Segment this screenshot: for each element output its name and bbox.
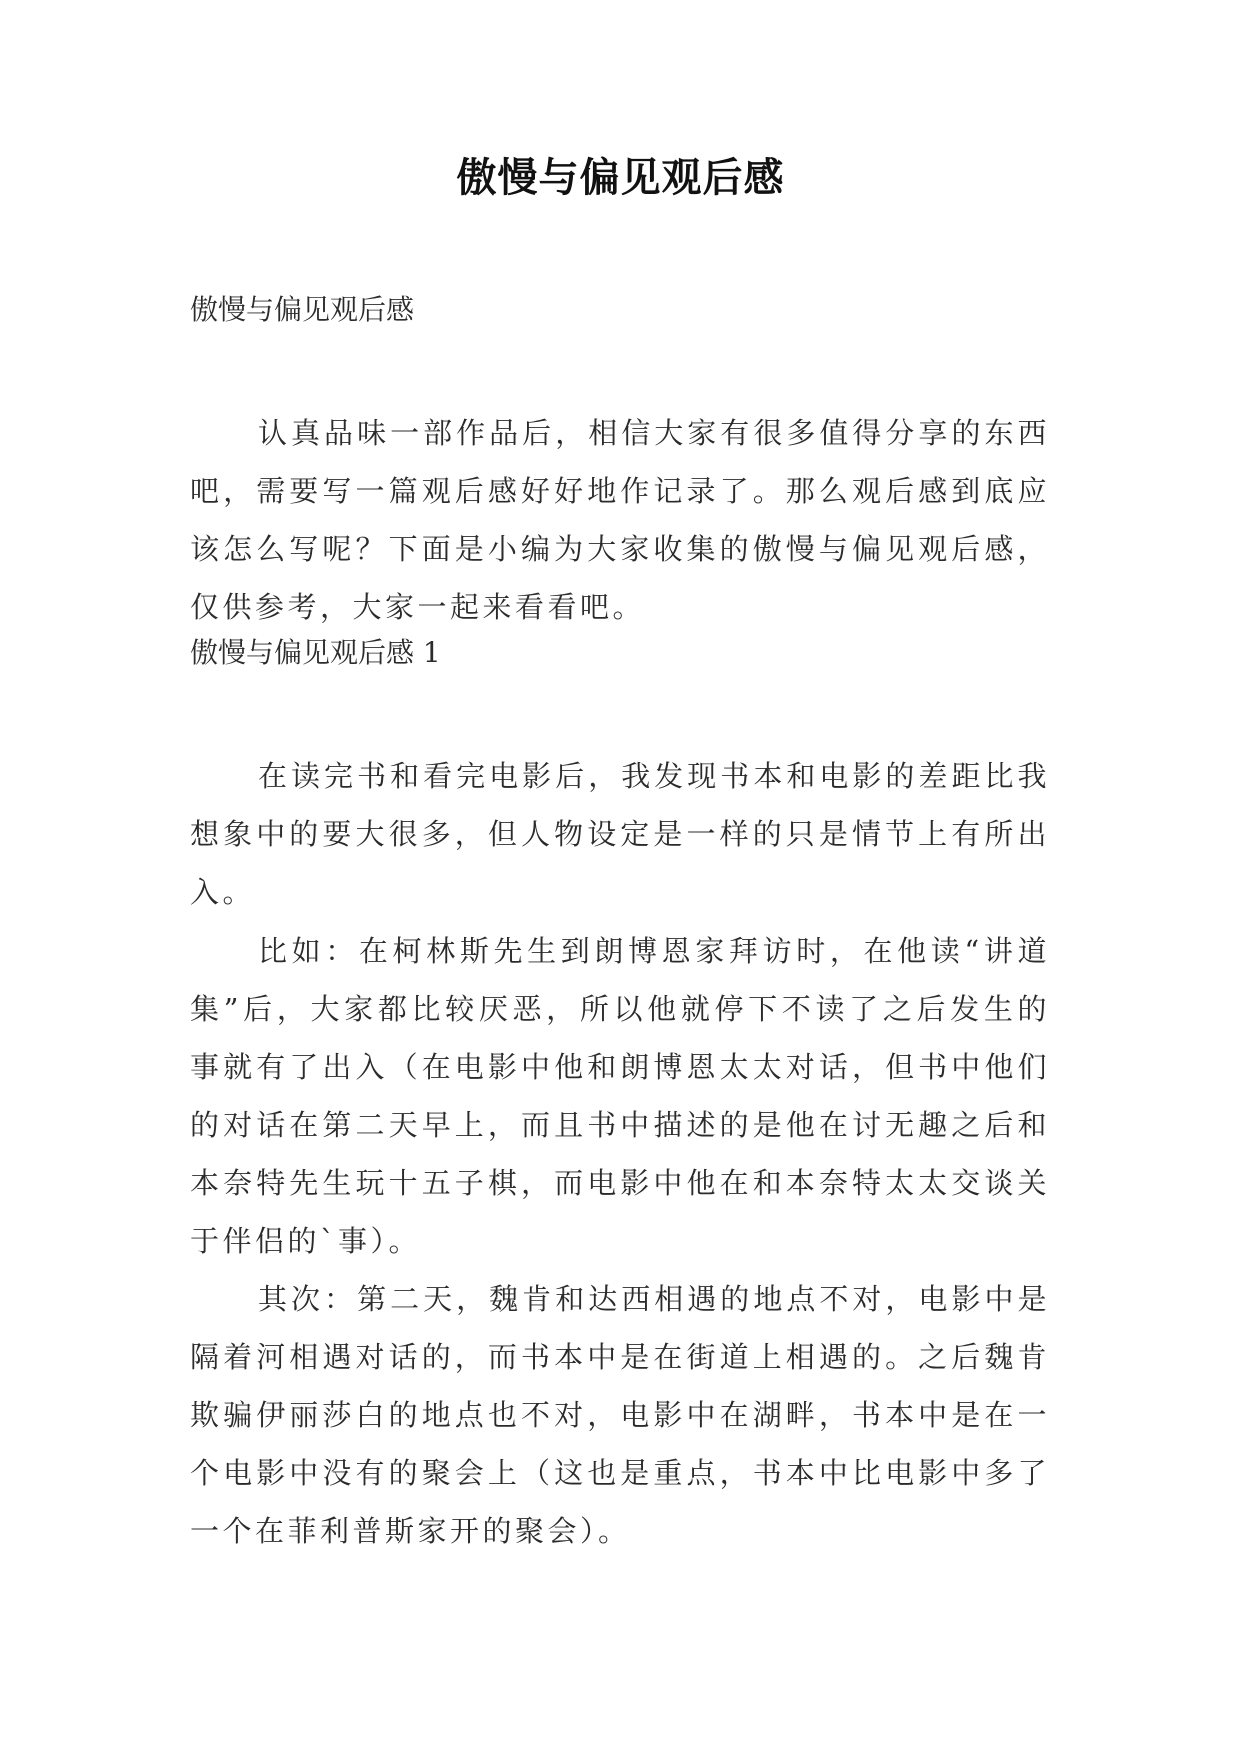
document-title: 傲慢与偏见观后感 bbox=[456, 155, 785, 201]
body-paragraph-3: 其次：第二天，魏肯和达西相遇的地点不对，电影中是隔着河相遇对话的，而书本中是在街道上相遇的。之后魏肯欺骗伊丽莎白的地点也不对，电影中在湖畔，书本中是在一个电影中没有的聚会上（这也是重点，书本中比电影中多了一个在菲利普斯家开的聚会）。 bbox=[190, 1282, 1050, 1548]
section-heading: 傲慢与偏见观后感 1 bbox=[190, 636, 441, 669]
body-paragraph-1: 在读完书和看完电影后，我发现书本和电影的差距比我想象中的要大很多，但人物设定是一样的只是情节上有所出入。 bbox=[190, 759, 1050, 909]
body-paragraph-2: 比如：在柯林斯先生到朗博恩家拜访时，在他读“讲道集”后，大家都比较厌恶，所以他就停下不读了之后发生的事就有了出入（在电影中他和朗博恩太太对话，但书中他们的对话在第二天早上，而且书中描述的是他在讨无趣之后和本奈特先生玩十五子棋，而电影中他在和本奈特太太交谈关于伴侣的`事）。 bbox=[190, 934, 1050, 1258]
intro-paragraph: 认真品味一部作品后，相信大家有很多值得分享的东西吧，需要写一篇观后感好好地作记录了。那么观后感到底应该怎么写呢？下面是小编为大家收集的傲慢与偏见观后感，仅供参考，大家一起来看看吧。 bbox=[190, 416, 1050, 624]
document-subtitle: 傲慢与偏见观后感 bbox=[190, 293, 415, 326]
